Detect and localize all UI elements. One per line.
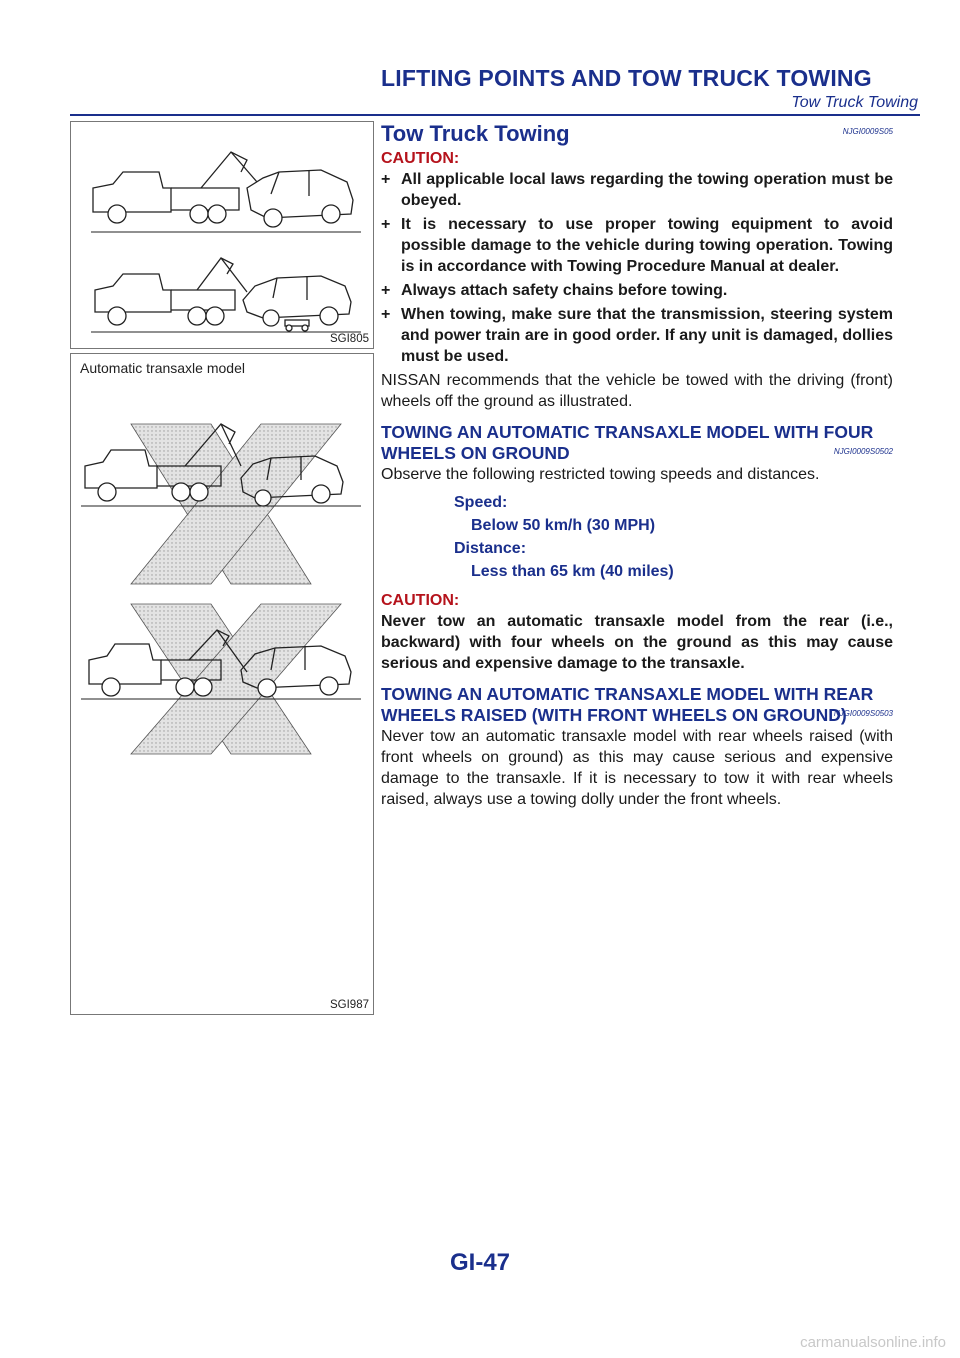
caution-item: + Always attach safety chains before towing.: [381, 282, 728, 299]
truck-cab-1: [93, 172, 171, 212]
caution-list: [381, 169, 893, 367]
recommendation-text: NISSAN recommends that the vehicle be towed with the driving (front) wheels off the ground as illustrated.: [381, 372, 893, 410]
bullet-mark: +: [381, 306, 391, 323]
header-divider: [70, 114, 920, 116]
section-code: NJGI0009S05: [842, 127, 893, 136]
caution-label: CAUTION:: [381, 150, 460, 167]
figure-automatic-transaxle-prohibited: [70, 353, 374, 1015]
page-header-title: LIFTING POINTS AND TOW TRUCK TOWING: [381, 65, 872, 91]
page-header-subtitle: Tow Truck Towing: [791, 94, 918, 111]
main-content: [381, 121, 893, 816]
page-number: GI-47: [449, 1249, 511, 1276]
bullet-mark: +: [381, 216, 391, 233]
distance-label: Distance:: [454, 540, 527, 557]
caution-item: + When towing, make sure that the transmission, steering system and power train are in good order. If any unit is damaged, dollies must be used.: [381, 306, 893, 365]
restriction-intro: Observe the following restricted towing speeds and distances.: [381, 466, 820, 483]
figure-code: SGI987: [330, 999, 369, 1011]
bullet-mark: +: [381, 282, 391, 299]
subsection-heading-rear-raised: TOWING AN AUTOMATIC TRANSAXLE MODEL WITH REAR WHEELS RAISED (WITH FRONT WHEELS ON GROUND) NJGI0009S0503: [381, 684, 893, 725]
rear-raised-text: Never tow an automatic transaxle model with rear wheels raised (with front wheels on ground) as this may cause serious and expensive damage to the transaxle. If it is necessary to tow it with rear wheels raised, always use a towing dolly under the front wheels.: [381, 728, 893, 808]
caution-item: + It is necessary to use proper towing equipment to avoid possible damage to the vehicle during towing operation. Towing is in accordance with Towing Procedure Manual at dealer.: [381, 216, 893, 275]
figure-caption: Automatic transaxle model: [80, 360, 245, 376]
watermark-text: carmanualsonline.info: [800, 1334, 946, 1351]
tow-truck-illustration: [71, 122, 373, 348]
truck-cab-2: [95, 274, 171, 312]
subsection-code: NJGI0009S0502: [833, 447, 893, 456]
caution-item: + All applicable local laws regarding the towing operation must be obeyed.: [381, 171, 893, 209]
speed-value: Below 50 km/h (30 MPH): [471, 517, 656, 534]
distance-value: Less than 65 km (40 miles): [471, 563, 674, 580]
subsection-code: NJGI0009S0503: [833, 709, 893, 718]
caution-text: Never tow an automatic transaxle model from the rear (i.e., backward) with four wheels on the ground as this may cause serious and expensive damage to the transaxle.: [381, 613, 893, 672]
section-title: Tow Truck Towing: [381, 121, 570, 146]
bullet-mark: +: [381, 171, 391, 188]
figure-code: SGI805: [330, 333, 369, 345]
speed-label: Speed:: [454, 494, 508, 511]
subsection-heading-four-wheels: TOWING AN AUTOMATIC TRANSAXLE MODEL WITH FOUR WHEELS ON GROUND NJGI0009S0502: [381, 422, 893, 463]
caution-label: CAUTION:: [381, 592, 460, 609]
towing-limits: [381, 491, 893, 583]
section-heading: [381, 121, 893, 147]
prohibited-towing-illustration: [71, 354, 373, 1014]
figure-tow-truck-correct: [70, 121, 374, 349]
